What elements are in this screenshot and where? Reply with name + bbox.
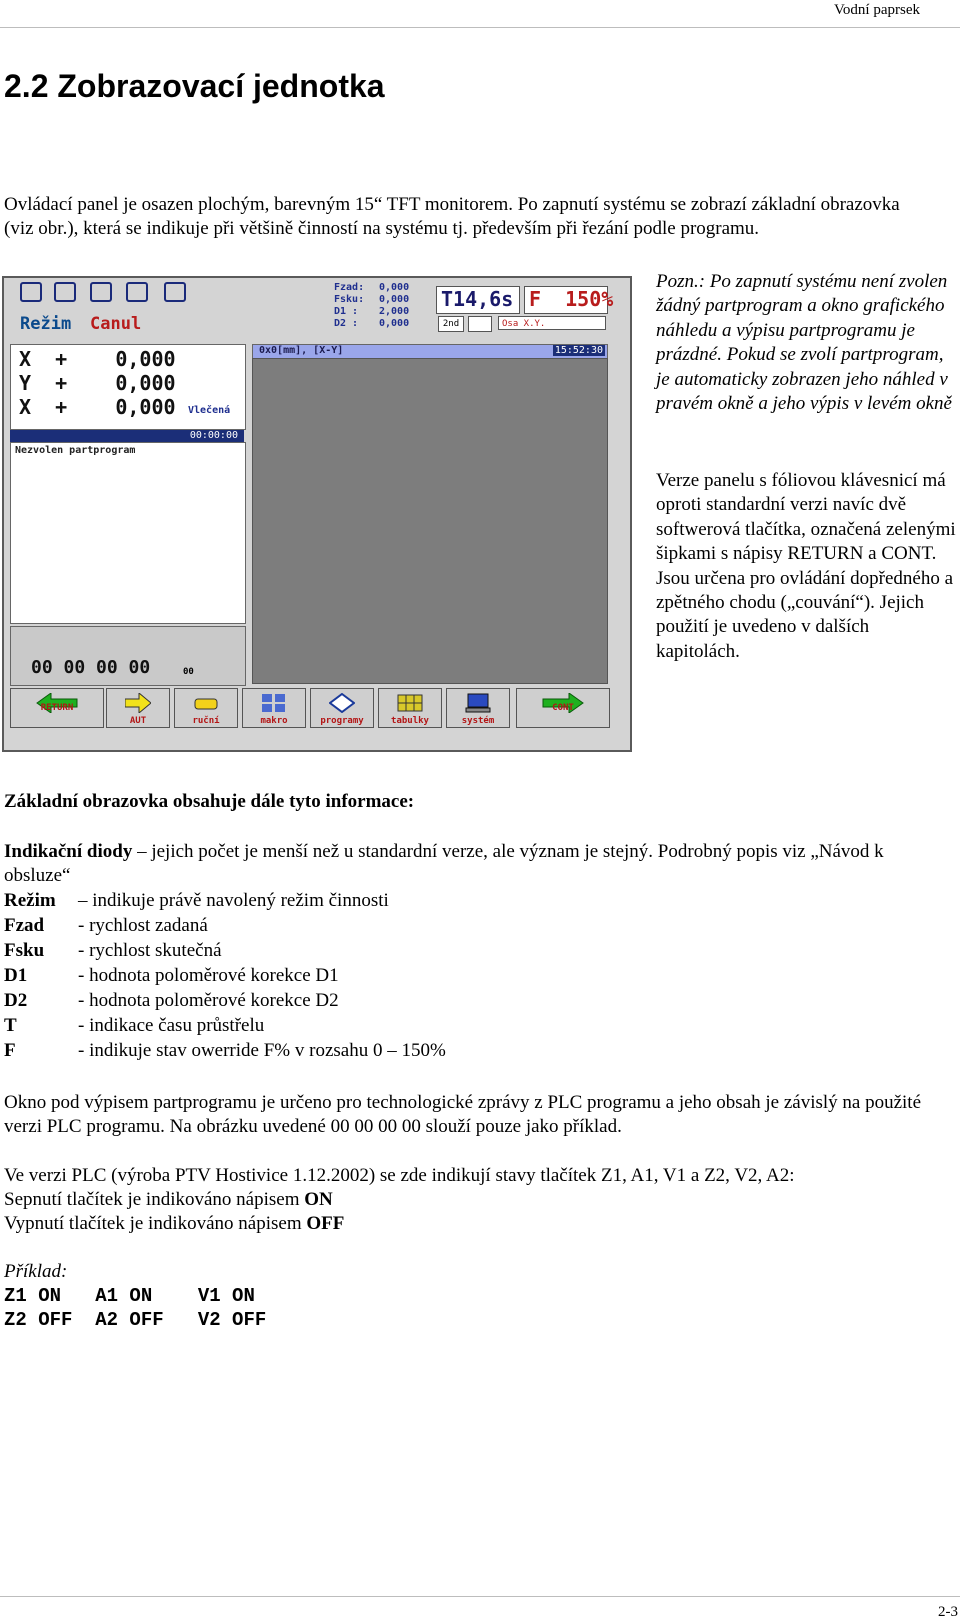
macro-grid-icon	[261, 693, 287, 713]
mode-value: Canul	[90, 314, 142, 334]
definition-term: F	[4, 1040, 16, 1061]
definition-term: D2	[4, 990, 28, 1011]
gear-icon	[20, 282, 42, 302]
timer-bar: 00:00:00	[10, 430, 244, 442]
definition-row	[4, 963, 446, 988]
definition-term: Fzad	[4, 915, 45, 936]
fkey-aut-label: AUT	[129, 716, 147, 726]
running-header: Vodní paprsek	[834, 2, 920, 18]
dimension-icon	[126, 282, 148, 302]
fkey-tables-label: tabulky	[391, 716, 429, 726]
note-paragraph: Pozn.: Po zapnutí systému není zvolen žádný partprogram a okno grafického náhledu a výpisu partprogramu je prázdné. Pokud se zvolí partprogram, je automaticky zobrazen jeho náhled v pravém okně a jeho výpis v levém okně	[656, 271, 952, 415]
example-label: Příklad:	[4, 1261, 68, 1282]
section-title: 2.2 Zobrazovací jednotka	[4, 68, 385, 104]
definition-row	[4, 913, 446, 938]
definition-desc: - indikace času průstřelu	[78, 1015, 265, 1036]
example-block	[4, 1260, 266, 1332]
definition-desc: - hodnota poloměrové korekce D2	[78, 990, 339, 1011]
plc-line-1: Ve verzi PLC (výroba PTV Hostivice 1.12.2002) se zde indikují stavy tlačítek Z1, A1, V1 a Z2, V2, A2:	[4, 1165, 795, 1186]
definition-row	[4, 888, 446, 913]
d2-value: 0,000	[379, 318, 410, 329]
fkey-macro[interactable]	[242, 688, 306, 728]
definition-row	[4, 1013, 446, 1038]
d1-label: D1 :	[334, 306, 359, 317]
coord-x: X + 0,000	[19, 347, 176, 371]
definition-row	[4, 938, 446, 963]
override-box	[524, 286, 614, 314]
coord-y: Y + 0,000	[19, 371, 176, 395]
definition-desc: – indikuje právě navolený režim činnosti	[78, 890, 389, 911]
blank-indicator	[468, 316, 492, 332]
arrow-right-icon	[125, 693, 151, 713]
fkey-macro-label: makro	[260, 716, 288, 726]
plc-message: 00 00 00 00	[31, 657, 151, 678]
plc-version-block	[4, 1164, 954, 1236]
definition-desc: - hodnota poloměrové korekce D1	[78, 965, 339, 986]
d2-label: D2 :	[334, 318, 359, 329]
fkey-return-label: RETURN	[40, 703, 74, 713]
plc-line-3-bold: OFF	[306, 1213, 345, 1234]
pierce-time-box	[436, 286, 520, 314]
plc-window-paragraph: Okno pod výpisem partprogramu je určeno pro technologické zprávy z PLC programu a jeho obsah je závislý na použité verzi PLC programu. Na obrázku uvedené 00 00 00 00 slouží pouze jako příklad.	[4, 1092, 922, 1137]
plc-line-3-text: Vypnutí tlačítek je indikováno nápisem	[4, 1213, 307, 1234]
plc-line-2	[4, 1188, 954, 1212]
example-row-1: Z1 ON A1 ON V1 ON	[4, 1285, 255, 1307]
partprogram-listing	[10, 442, 246, 624]
plc-line-2-text: Sepnutí tlačítek je indikováno nápisem	[4, 1189, 305, 1210]
wave-icon	[164, 282, 186, 302]
fkey-cont-label: CONT	[552, 703, 574, 713]
coordinates-panel	[10, 344, 246, 430]
plc-message-small: 00	[183, 667, 194, 677]
graphics-title: 0x0[mm], [X-Y]	[259, 345, 344, 356]
fkey-tables[interactable]	[378, 688, 442, 728]
axis-box: Osa X.Y.	[498, 316, 606, 330]
fkey-aut[interactable]	[106, 688, 170, 728]
override-value: F 150%	[529, 287, 614, 311]
fzad-label: Fzad:	[334, 282, 365, 293]
definition-desc: - indikuje stav owerride F% v rozsahu 0 – 150%	[78, 1040, 446, 1061]
plc-message-area	[10, 626, 246, 686]
mode-label: Režim	[20, 314, 72, 334]
function-keys	[10, 688, 624, 728]
definition-desc: - rychlost skutečná	[78, 940, 222, 961]
fkey-system-label: systém	[461, 716, 495, 726]
info-heading: Základní obrazovka obsahuje dále tyto informace:	[4, 791, 415, 812]
partprogram-message: Nezvolen partprogram	[15, 445, 136, 456]
definition-term: D1	[4, 965, 28, 986]
m01-icon	[90, 282, 112, 302]
fzad-value: 0,000	[379, 282, 410, 293]
d1-value: 2,000	[379, 306, 410, 317]
computer-icon	[465, 693, 491, 713]
graphics-title-bar	[252, 344, 608, 359]
fkey-programs-label: programy	[320, 716, 364, 726]
fkey-programs[interactable]	[310, 688, 374, 728]
fsku-label: Fsku:	[334, 294, 365, 305]
panel-version-paragraph: Verze panelu s fóliovou klávesnicí má oproti standardní verzi navíc dvě softwerová tlačítka, označená zelenými šipkami s nápisy RETURN a CONT. Jsou určena pro ovládání dopředného a zpětného chodu („couvání“). Jejich použití je uvedeno v dalších kapitolách.	[656, 470, 956, 662]
trailing-label: Vlečená	[188, 405, 231, 416]
definition-term: Fsku	[4, 940, 45, 961]
header-divider	[0, 27, 960, 28]
diamond-arrow-icon	[329, 693, 355, 713]
definition-row	[4, 1038, 446, 1063]
footer-divider	[0, 1596, 960, 1597]
graphics-preview	[252, 358, 608, 684]
pierce-time: T14,6s	[441, 287, 514, 311]
plc-line-2-bold: ON	[304, 1189, 333, 1210]
definition-term: T	[4, 1015, 17, 1036]
coord-x2: X + 0,000	[19, 395, 176, 419]
cnc-screen-figure	[2, 276, 632, 752]
graphics-time: 15:52:30	[554, 345, 603, 356]
definition-row	[4, 988, 446, 1013]
indicator-diodes-text: – jejich počet je menší než u standardní verze, ale význam je stejný. Podrobný popis viz „Návod k obsluze“	[4, 841, 884, 886]
fkey-system[interactable]	[446, 688, 510, 728]
fkey-manual[interactable]	[174, 688, 238, 728]
fkey-manual-label: ruční	[192, 716, 220, 726]
intro-paragraph: Ovládací panel je osazen plochým, barevným 15“ TFT monitorem. Po zapnutí systému se zobrazí základní obrazovka (viz obr.), která se indikuje při většině činností na systému tj. především při řezání podle programu.	[4, 194, 900, 239]
fkey-cont[interactable]	[516, 688, 610, 728]
definition-desc: - rychlost zadaná	[78, 915, 208, 936]
fkey-return[interactable]	[10, 688, 104, 728]
fsku-value: 0,000	[379, 294, 410, 305]
indicator-diodes-paragraph	[4, 840, 944, 888]
indicator-diodes-term: Indikační diody	[4, 841, 133, 862]
tool-icon	[54, 282, 76, 302]
definition-list	[4, 888, 446, 1063]
second-button[interactable]: 2nd	[438, 316, 464, 332]
table-icon	[397, 693, 423, 713]
example-row-2: Z2 OFF A2 OFF V2 OFF	[4, 1309, 267, 1331]
page-number: 2-3	[938, 1604, 958, 1620]
definition-term: Režim	[4, 890, 56, 911]
plc-line-3	[4, 1212, 954, 1236]
hand-icon	[193, 693, 219, 713]
